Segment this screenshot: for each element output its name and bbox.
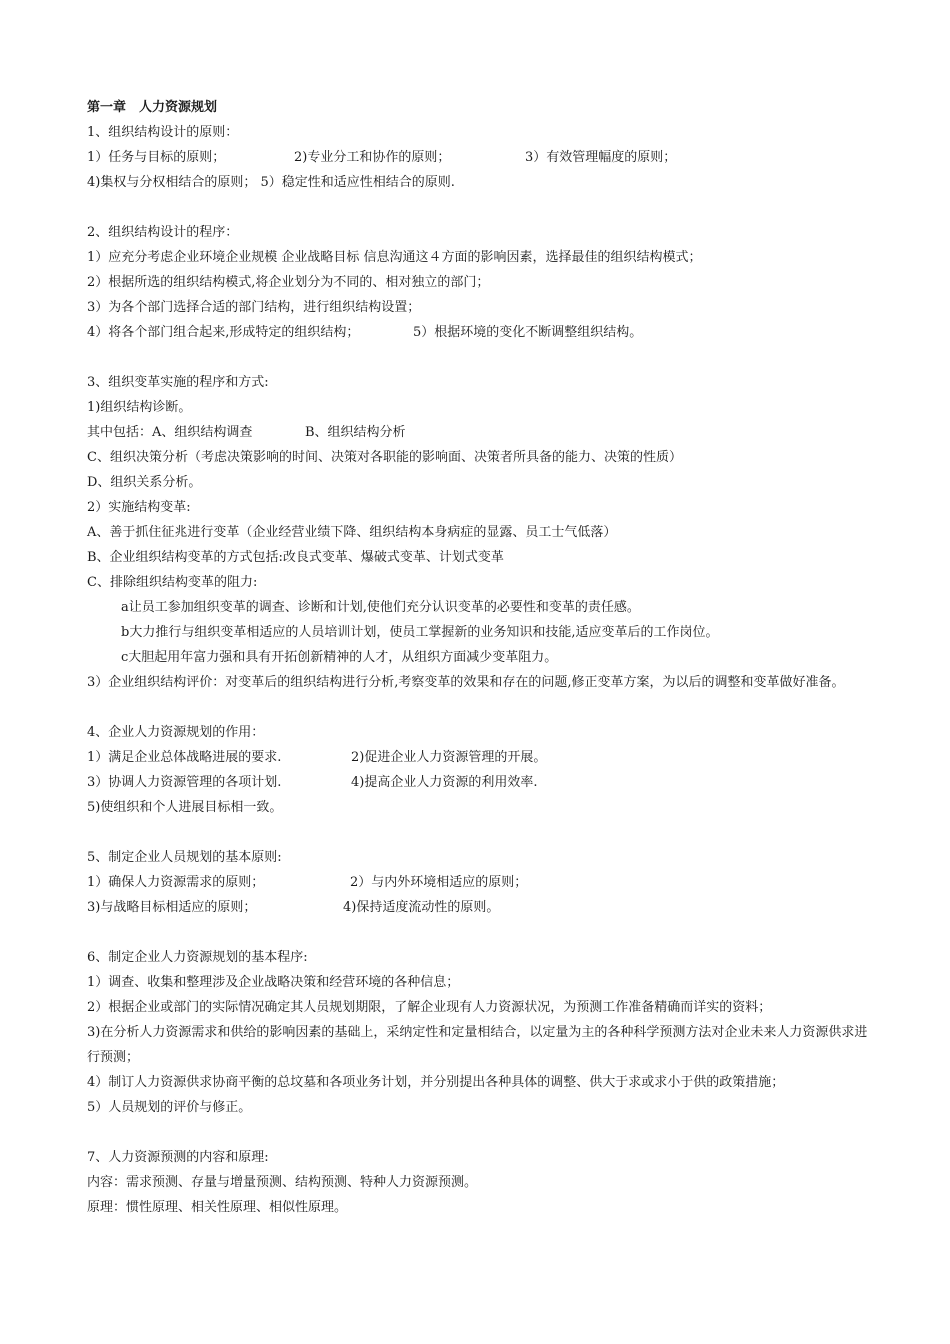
section-3-line-1: 1)组织结构诊断。 (87, 400, 192, 415)
section-7-heading: 7、人力资源预测的内容和原理: (87, 1150, 269, 1165)
spacer (87, 195, 872, 220)
section-4-line-3: 5)使组织和个人进展目标相一致。 (87, 800, 283, 815)
s2-item-4: 4）将各个部门组合起来,形成特定的组织结构； (87, 325, 360, 340)
section-6-line-3: 3)在分析人力资源需求和供给的影响因素的基础上，采纳定性和定量相结合，以定量为主的各种科学预测方法对企业未来人力资源供求进行预测； (87, 1025, 868, 1065)
section-1-heading: 1、组织结构设计的原则： (87, 125, 239, 140)
spacer (87, 345, 872, 370)
section-3-line-7: B、企业组织结构变革的方式包括:改良式变革、爆破式变革、计划式变革 (87, 550, 504, 565)
section-4-line-1 (87, 745, 872, 770)
section-3-line-10: b大力推行与组织变革相适应的人员培训计划，使员工掌握新的业务知识和技能,适应变革后的工作岗位。 (121, 625, 719, 640)
s1-item-2: 2)专业分工和协作的原则； (294, 150, 451, 165)
document-page (87, 95, 872, 1220)
section-3-line-8: C、排除组织结构变革的阻力: (87, 575, 258, 590)
section-4-heading: 4、企业人力资源规划的作用： (87, 725, 265, 740)
section-6-line-1: 1）调查、收集和整理涉及企业战略决策和经营环境的各种信息； (87, 975, 460, 990)
s1-item-3: 3）有效管理幅度的原则； (525, 150, 677, 165)
section-5-line-1 (87, 870, 872, 895)
section-6-line-4: 4）制订人力资源供求协商平衡的总坟墓和各项业务计划，并分别提出各种具体的调整、供大于求或求小于供的政策措施； (87, 1075, 785, 1090)
section-3-heading: 3、组织变革实施的程序和方式: (87, 375, 269, 390)
section-6-heading: 6、制定企业人力资源规划的基本程序: (87, 950, 308, 965)
s4-item-4: 4)提高企业人力资源的利用效率. (351, 775, 538, 790)
s5-item-2: 2）与内外环境相适应的原则； (350, 875, 528, 890)
section-2-heading: 2、组织结构设计的程序： (87, 225, 239, 240)
s5-item-4: 4)保持适度流动性的原则。 (343, 900, 500, 915)
section-5-heading: 5、制定企业人员规划的基本原则: (87, 850, 282, 865)
section-7-line-1: 内容：需求预测、存量与增量预测、结构预测、特种人力资源预测。 (87, 1175, 478, 1190)
spacer (87, 695, 872, 720)
section-3-line-4: D、组织关系分析。 (87, 475, 202, 490)
s3-item-b: B、组织结构分析 (305, 425, 406, 440)
spacer (87, 820, 872, 845)
section-6-line-5: 5）人员规划的评价与修正。 (87, 1100, 252, 1115)
section-4-line-2 (87, 770, 872, 795)
s5-item-1: 1）确保人力资源需求的原则； (87, 875, 265, 890)
s4-item-1: 1）满足企业总体战略进展的要求. (87, 750, 282, 765)
section-3-line-5: 2）实施结构变革: (87, 500, 191, 515)
spacer (87, 1120, 872, 1145)
spacer (87, 920, 872, 945)
section-5-line-2 (87, 895, 872, 920)
s4-item-2: 2)促进企业人力资源管理的开展。 (351, 750, 547, 765)
section-3-line-12: 3）企业组织结构评价：对变革后的组织结构进行分析,考察变革的效果和存在的问题,修正变革方案，为以后的调整和变革做好准备。 (87, 675, 845, 690)
s1-item-1: 1）任务与目标的原则； (87, 150, 226, 165)
s5-item-3: 3)与战略目标相适应的原则； (87, 900, 257, 915)
chapter-title: 第一章 人力资源规划 (87, 100, 218, 115)
s3-item-a: 其中包括：A、组织结构调查 (87, 425, 253, 440)
section-7-line-2: 原理：惯性原理、相关性原理、相似性原理。 (87, 1200, 348, 1215)
section-2-line-2: 2）根据所选的组织结构模式,将企业划分为不同的、相对独立的部门； (87, 275, 490, 290)
section-1-line-1 (87, 145, 872, 170)
section-2-line-1: 1）应充分考虑企业环境企业规模 企业战略目标 信息沟通这４方面的影响因素，选择最佳的组织结构模式； (87, 250, 702, 265)
section-3-line-2 (87, 420, 872, 445)
section-3-line-6: A、善于抓住征兆进行变革（企业经营业绩下降、组织结构本身病症的显露、员工士气低落） (87, 525, 617, 540)
section-3-line-11: c大胆起用年富力强和具有开拓创新精神的人才，从组织方面减少变革阻力。 (121, 650, 558, 665)
section-2-line-4 (87, 320, 872, 345)
section-3-line-3: C、组织决策分析（考虑决策影响的时间、决策对各职能的影响面、决策者所具备的能力、决策的性质） (87, 450, 682, 465)
section-6-line-2: 2）根据企业或部门的实际情况确定其人员规划期限，了解企业现有人力资源状况，为预测工作准备精确而详实的资料； (87, 1000, 772, 1015)
section-1-line-2: 4)集权与分权相结合的原则； 5）稳定性和适应性相结合的原则. (87, 175, 455, 190)
s4-item-3: 3）协调人力资源管理的各项计划. (87, 775, 282, 790)
section-3-line-9: a让员工参加组织变革的调查、诊断和计划,使他们充分认识变革的必要性和变革的责任感。 (121, 600, 640, 615)
s2-item-5: 5）根据环境的变化不断调整组织结构。 (413, 325, 643, 340)
section-2-line-3: 3）为各个部门选择合适的部门结构，进行组织结构设置； (87, 300, 421, 315)
